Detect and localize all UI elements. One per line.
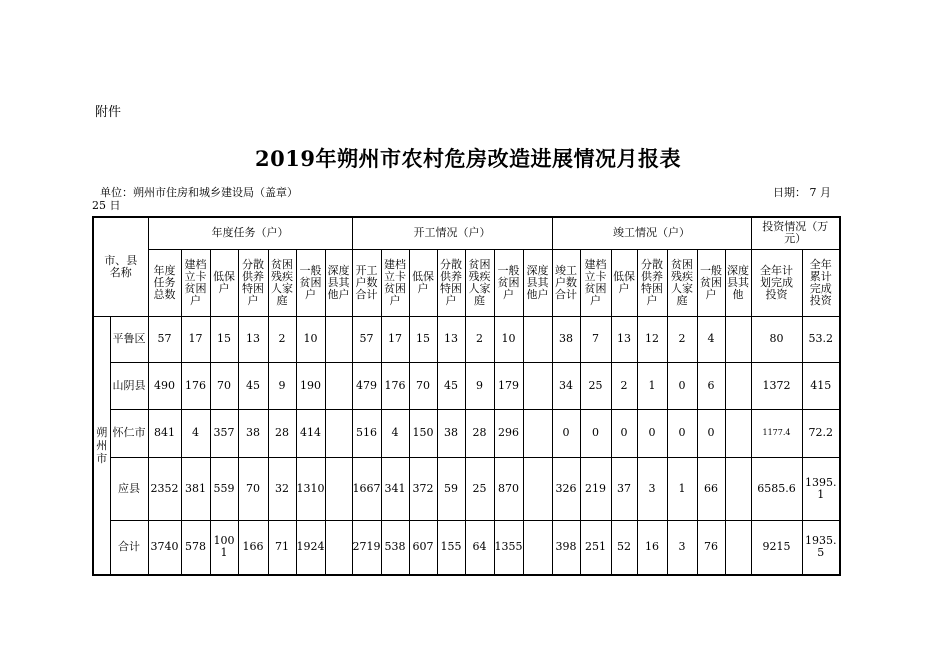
table-cell: 516 — [352, 409, 381, 457]
table-cell — [523, 409, 552, 457]
table-cell: 38 — [437, 409, 465, 457]
investment-col-header: 全年累计完成投资 — [802, 249, 840, 316]
table-cell: 414 — [296, 409, 325, 457]
table-cell: 0 — [580, 409, 611, 457]
table-cell: 3740 — [148, 520, 181, 575]
started-col-header: 开工户数合计 — [352, 249, 381, 316]
table-cell — [725, 316, 751, 362]
table-cell: 32 — [268, 457, 296, 520]
table-cell: 870 — [494, 457, 523, 520]
table-cell: 841 — [148, 409, 181, 457]
started-col-header: 贫困残疾人家庭 — [465, 249, 494, 316]
table-cell: 490 — [148, 362, 181, 409]
table-cell: 179 — [494, 362, 523, 409]
table-cell: 76 — [697, 520, 725, 575]
table-cell: 9 — [465, 362, 494, 409]
table-cell: 57 — [148, 316, 181, 362]
started-col-header: 深度县其他户 — [523, 249, 552, 316]
city-cell: 朔州市 — [93, 316, 110, 575]
table-cell: 176 — [381, 362, 409, 409]
table-cell: 34 — [552, 362, 580, 409]
region-name-cell: 合计 — [110, 520, 148, 575]
unit-label: 单位：朔州市住房和城乡建设局（盖章） — [100, 186, 298, 199]
table-cell — [725, 520, 751, 575]
date-label: 日期： 7 月 — [773, 186, 831, 199]
table-cell: 72.2 — [802, 409, 840, 457]
table-cell: 38 — [552, 316, 580, 362]
table-cell: 1001 — [210, 520, 238, 575]
table-cell: 0 — [552, 409, 580, 457]
completed-col-header: 低保户 — [611, 249, 637, 316]
annual-col-header: 建档立卡贫困户 — [181, 249, 210, 316]
table-cell: 38 — [238, 409, 268, 457]
table-cell: 1 — [637, 362, 667, 409]
table-cell: 17 — [181, 316, 210, 362]
table-row — [93, 316, 840, 362]
table-cell: 28 — [465, 409, 494, 457]
region-name-cell: 平鲁区 — [110, 316, 148, 362]
completed-group-header: 竣工情况（户） — [552, 217, 751, 249]
table-cell: 6 — [697, 362, 725, 409]
table-cell: 64 — [465, 520, 494, 575]
started-col-header: 建档立卡贫困户 — [381, 249, 409, 316]
table-row — [93, 457, 840, 520]
table-cell: 15 — [210, 316, 238, 362]
table-cell: 578 — [181, 520, 210, 575]
started-col-header: 分散供养特困户 — [437, 249, 465, 316]
table-cell: 66 — [697, 457, 725, 520]
table-cell: 1372 — [751, 362, 802, 409]
completed-col-header: 分散供养特困户 — [637, 249, 667, 316]
annual-col-header: 年度任务总数 — [148, 249, 181, 316]
table-cell: 45 — [437, 362, 465, 409]
table-cell — [325, 362, 352, 409]
table-cell: 341 — [381, 457, 409, 520]
table-cell: 1924 — [296, 520, 325, 575]
table-cell — [523, 316, 552, 362]
table-cell: 10 — [296, 316, 325, 362]
table-cell: 155 — [437, 520, 465, 575]
table-cell — [523, 520, 552, 575]
table-cell: 70 — [409, 362, 437, 409]
table-cell — [725, 409, 751, 457]
started-col-header: 一般贫困户 — [494, 249, 523, 316]
table-cell: 25 — [580, 362, 611, 409]
table-cell: 57 — [352, 316, 381, 362]
completed-col-header: 深度县其他 — [725, 249, 751, 316]
table-cell: 559 — [210, 457, 238, 520]
table-cell: 3 — [637, 457, 667, 520]
table-cell: 6585.6 — [751, 457, 802, 520]
table-cell: 0 — [667, 409, 697, 457]
table-cell: 0 — [637, 409, 667, 457]
table-cell: 9215 — [751, 520, 802, 575]
annual-col-header: 深度县其他户 — [325, 249, 352, 316]
attachment-label: 附件 — [95, 105, 122, 120]
table-cell: 45 — [238, 362, 268, 409]
table-cell — [325, 457, 352, 520]
started-col-header: 低保户 — [409, 249, 437, 316]
table-row — [93, 362, 840, 409]
annual-col-header: 一般贫困户 — [296, 249, 325, 316]
table-cell: 2352 — [148, 457, 181, 520]
table-cell: 2 — [465, 316, 494, 362]
table-cell: 70 — [210, 362, 238, 409]
annual-group-header: 年度任务（户） — [148, 217, 352, 249]
table-cell — [325, 409, 352, 457]
table-cell: 0 — [611, 409, 637, 457]
table-cell: 479 — [352, 362, 381, 409]
table-row — [93, 520, 840, 575]
table-cell: 607 — [409, 520, 437, 575]
table-cell: 3 — [667, 520, 697, 575]
region-header: 市、县名称 — [93, 217, 148, 316]
table-cell: 2 — [268, 316, 296, 362]
table-cell: 4 — [381, 409, 409, 457]
table-cell: 1310 — [296, 457, 325, 520]
table-cell: 538 — [381, 520, 409, 575]
table-cell — [325, 316, 352, 362]
table-cell: 80 — [751, 316, 802, 362]
table-cell: 13 — [437, 316, 465, 362]
table-cell: 16 — [637, 520, 667, 575]
table-cell: 71 — [268, 520, 296, 575]
annual-col-header: 低保户 — [210, 249, 238, 316]
table-cell: 415 — [802, 362, 840, 409]
table-cell: 10 — [494, 316, 523, 362]
table-cell — [725, 457, 751, 520]
table-cell: 372 — [409, 457, 437, 520]
page-title: 2019年朔州市农村危房改造进展情况月报表 — [255, 146, 681, 171]
table-cell — [523, 457, 552, 520]
table-cell: 52 — [611, 520, 637, 575]
table-cell: 13 — [611, 316, 637, 362]
annual-col-header: 分散供养特困户 — [238, 249, 268, 316]
region-name-cell: 应县 — [110, 457, 148, 520]
table-cell — [725, 362, 751, 409]
table-cell: 2 — [611, 362, 637, 409]
completed-col-header: 竣工户数合计 — [552, 249, 580, 316]
table-row — [93, 409, 840, 457]
table-cell — [325, 520, 352, 575]
table-cell: 0 — [697, 409, 725, 457]
table-cell: 190 — [296, 362, 325, 409]
table-cell: 219 — [580, 457, 611, 520]
table-cell: 166 — [238, 520, 268, 575]
table-cell: 37 — [611, 457, 637, 520]
table-cell: 28 — [268, 409, 296, 457]
table-cell: 53.2 — [802, 316, 840, 362]
table-cell: 15 — [409, 316, 437, 362]
table-cell: 12 — [637, 316, 667, 362]
table-cell — [523, 362, 552, 409]
report-table — [92, 216, 841, 576]
table-cell: 59 — [437, 457, 465, 520]
completed-col-header: 贫困残疾人家庭 — [667, 249, 697, 316]
table-cell: 13 — [238, 316, 268, 362]
table-cell: 1177.4 — [751, 409, 802, 457]
date-day: 25 日 — [92, 199, 121, 212]
started-group-header: 开工情况（户） — [352, 217, 552, 249]
table-cell: 326 — [552, 457, 580, 520]
table-cell: 25 — [465, 457, 494, 520]
table-cell: 1355 — [494, 520, 523, 575]
table-cell: 4 — [181, 409, 210, 457]
table-cell: 1 — [667, 457, 697, 520]
table-cell: 70 — [238, 457, 268, 520]
completed-col-header: 建档立卡贫困户 — [580, 249, 611, 316]
table-cell: 1395.1 — [802, 457, 840, 520]
table-cell: 2719 — [352, 520, 381, 575]
table-cell: 17 — [381, 316, 409, 362]
table-cell: 251 — [580, 520, 611, 575]
investment-group-header: 投资情况（万元） — [751, 217, 840, 249]
region-name-cell: 山阴县 — [110, 362, 148, 409]
table-cell: 296 — [494, 409, 523, 457]
table-cell: 398 — [552, 520, 580, 575]
table-cell: 2 — [667, 316, 697, 362]
annual-col-header: 贫困残疾人家庭 — [268, 249, 296, 316]
table-cell: 4 — [697, 316, 725, 362]
table-cell: 357 — [210, 409, 238, 457]
table-cell: 7 — [580, 316, 611, 362]
table-cell: 176 — [181, 362, 210, 409]
table-cell: 150 — [409, 409, 437, 457]
region-name-cell: 怀仁市 — [110, 409, 148, 457]
table-cell: 381 — [181, 457, 210, 520]
table-cell: 9 — [268, 362, 296, 409]
table-cell: 1667 — [352, 457, 381, 520]
table-cell: 1935.5 — [802, 520, 840, 575]
completed-col-header: 一般贫困户 — [697, 249, 725, 316]
table-cell: 0 — [667, 362, 697, 409]
investment-col-header: 全年计划完成投资 — [751, 249, 802, 316]
